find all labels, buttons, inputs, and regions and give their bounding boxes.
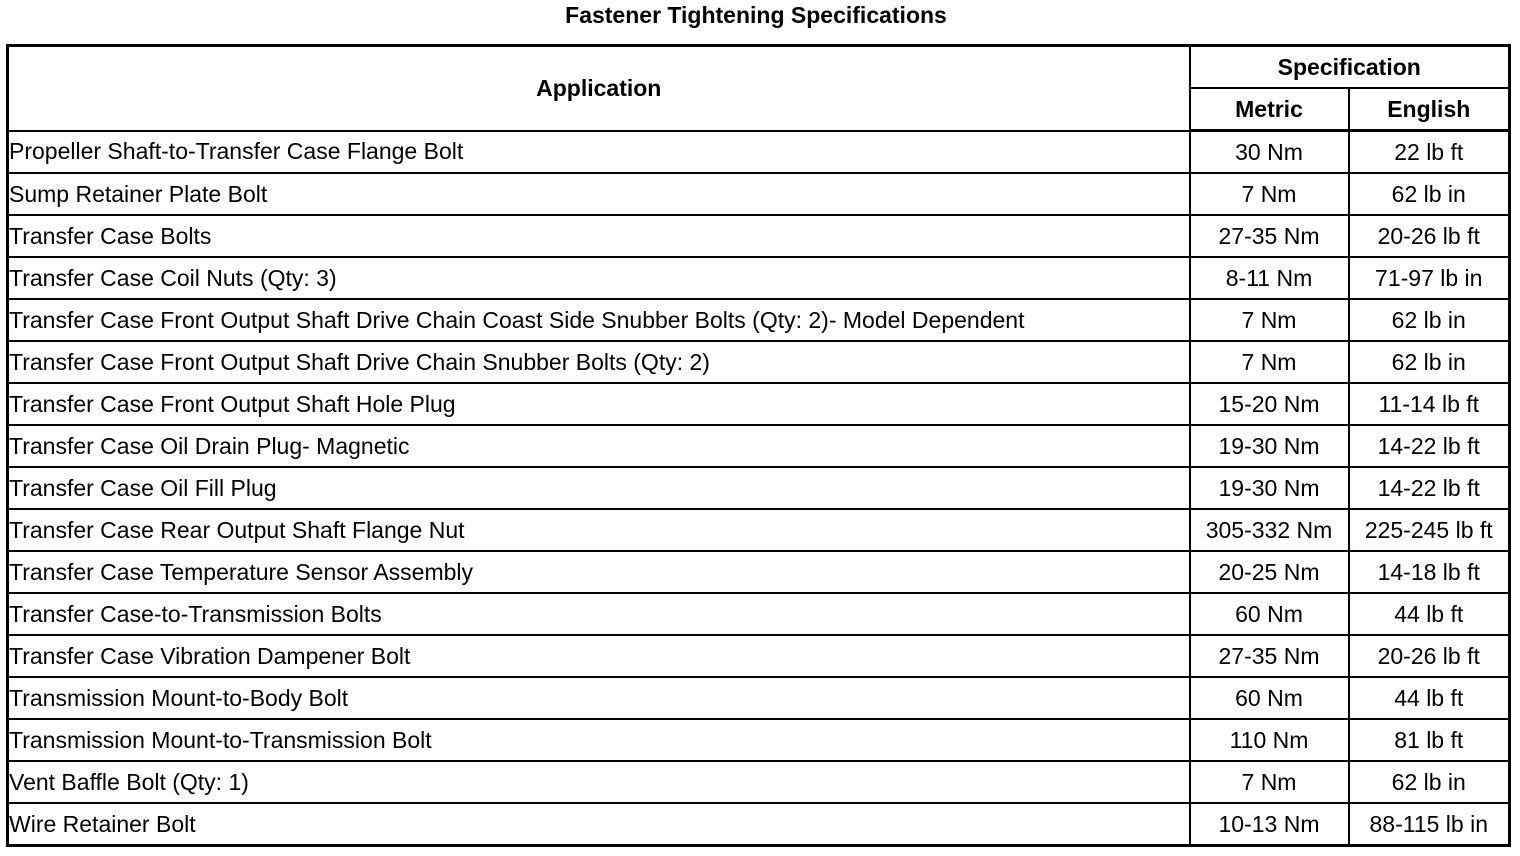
table-row <box>8 803 1510 846</box>
english-cell: 14-18 lb ft <box>1349 551 1510 593</box>
table-row <box>8 509 1510 551</box>
application-cell: Transfer Case Bolts <box>8 215 1190 257</box>
metric-cell: 60 Nm <box>1190 593 1349 635</box>
column-header-application: Application <box>8 46 1190 131</box>
table-row <box>8 383 1510 425</box>
application-cell: Transmission Mount-to-Body Bolt <box>8 677 1190 719</box>
table-body <box>8 131 1510 846</box>
english-cell: 14-22 lb ft <box>1349 425 1510 467</box>
application-cell: Transfer Case Oil Fill Plug <box>8 467 1190 509</box>
metric-cell: 10-13 Nm <box>1190 803 1349 846</box>
english-cell: 14-22 lb ft <box>1349 467 1510 509</box>
application-cell: Propeller Shaft-to-Transfer Case Flange Bolt <box>8 131 1190 174</box>
english-cell: 44 lb ft <box>1349 677 1510 719</box>
table-row <box>8 551 1510 593</box>
metric-cell: 19-30 Nm <box>1190 467 1349 509</box>
metric-cell: 30 Nm <box>1190 131 1349 174</box>
column-header-english: English <box>1349 88 1510 131</box>
application-cell: Transfer Case Rear Output Shaft Flange Nut <box>8 509 1190 551</box>
metric-cell: 7 Nm <box>1190 299 1349 341</box>
table-row <box>8 593 1510 635</box>
application-cell: Transfer Case Vibration Dampener Bolt <box>8 635 1190 677</box>
table-row <box>8 635 1510 677</box>
metric-cell: 305-332 Nm <box>1190 509 1349 551</box>
metric-cell: 8-11 Nm <box>1190 257 1349 299</box>
english-cell: 11-14 lb ft <box>1349 383 1510 425</box>
english-cell: 20-26 lb ft <box>1349 635 1510 677</box>
application-cell: Transfer Case Coil Nuts (Qty: 3) <box>8 257 1190 299</box>
metric-cell: 7 Nm <box>1190 173 1349 215</box>
english-cell: 62 lb in <box>1349 299 1510 341</box>
english-cell: 22 lb ft <box>1349 131 1510 174</box>
metric-cell: 60 Nm <box>1190 677 1349 719</box>
english-cell: 20-26 lb ft <box>1349 215 1510 257</box>
metric-cell: 110 Nm <box>1190 719 1349 761</box>
page-title: Fastener Tightening Specifications <box>565 2 947 28</box>
metric-cell: 7 Nm <box>1190 761 1349 803</box>
application-cell: Transfer Case-to-Transmission Bolts <box>8 593 1190 635</box>
table-row <box>8 467 1510 509</box>
table-row <box>8 131 1510 174</box>
column-header-specification: Specification <box>1190 46 1510 89</box>
table-row <box>8 677 1510 719</box>
application-cell: Transfer Case Front Output Shaft Drive Chain Snubber Bolts (Qty: 2) <box>8 341 1190 383</box>
metric-cell: 7 Nm <box>1190 341 1349 383</box>
application-cell: Vent Baffle Bolt (Qty: 1) <box>8 761 1190 803</box>
english-cell: 81 lb ft <box>1349 719 1510 761</box>
application-cell: Transfer Case Front Output Shaft Drive Chain Coast Side Snubber Bolts (Qty: 2)- Model Dependent <box>8 299 1190 341</box>
table-row <box>8 719 1510 761</box>
english-cell: 62 lb in <box>1349 341 1510 383</box>
application-cell: Wire Retainer Bolt <box>8 803 1190 846</box>
application-cell: Transfer Case Oil Drain Plug- Magnetic <box>8 425 1190 467</box>
english-cell: 88-115 lb in <box>1349 803 1510 846</box>
metric-cell: 27-35 Nm <box>1190 635 1349 677</box>
fastener-spec-table <box>6 44 1511 847</box>
table-row <box>8 341 1510 383</box>
table-row <box>8 299 1510 341</box>
application-cell: Transmission Mount-to-Transmission Bolt <box>8 719 1190 761</box>
english-cell: 62 lb in <box>1349 173 1510 215</box>
table-row <box>8 761 1510 803</box>
application-cell: Transfer Case Front Output Shaft Hole Plug <box>8 383 1190 425</box>
english-cell: 62 lb in <box>1349 761 1510 803</box>
table-row <box>8 257 1510 299</box>
english-cell: 44 lb ft <box>1349 593 1510 635</box>
table-row <box>8 173 1510 215</box>
english-cell: 225-245 lb ft <box>1349 509 1510 551</box>
table-row <box>8 425 1510 467</box>
application-cell: Transfer Case Temperature Sensor Assembly <box>8 551 1190 593</box>
english-cell: 71-97 lb in <box>1349 257 1510 299</box>
table-row <box>8 215 1510 257</box>
metric-cell: 27-35 Nm <box>1190 215 1349 257</box>
metric-cell: 19-30 Nm <box>1190 425 1349 467</box>
metric-cell: 20-25 Nm <box>1190 551 1349 593</box>
column-header-metric: Metric <box>1190 88 1349 131</box>
metric-cell: 15-20 Nm <box>1190 383 1349 425</box>
application-cell: Sump Retainer Plate Bolt <box>8 173 1190 215</box>
